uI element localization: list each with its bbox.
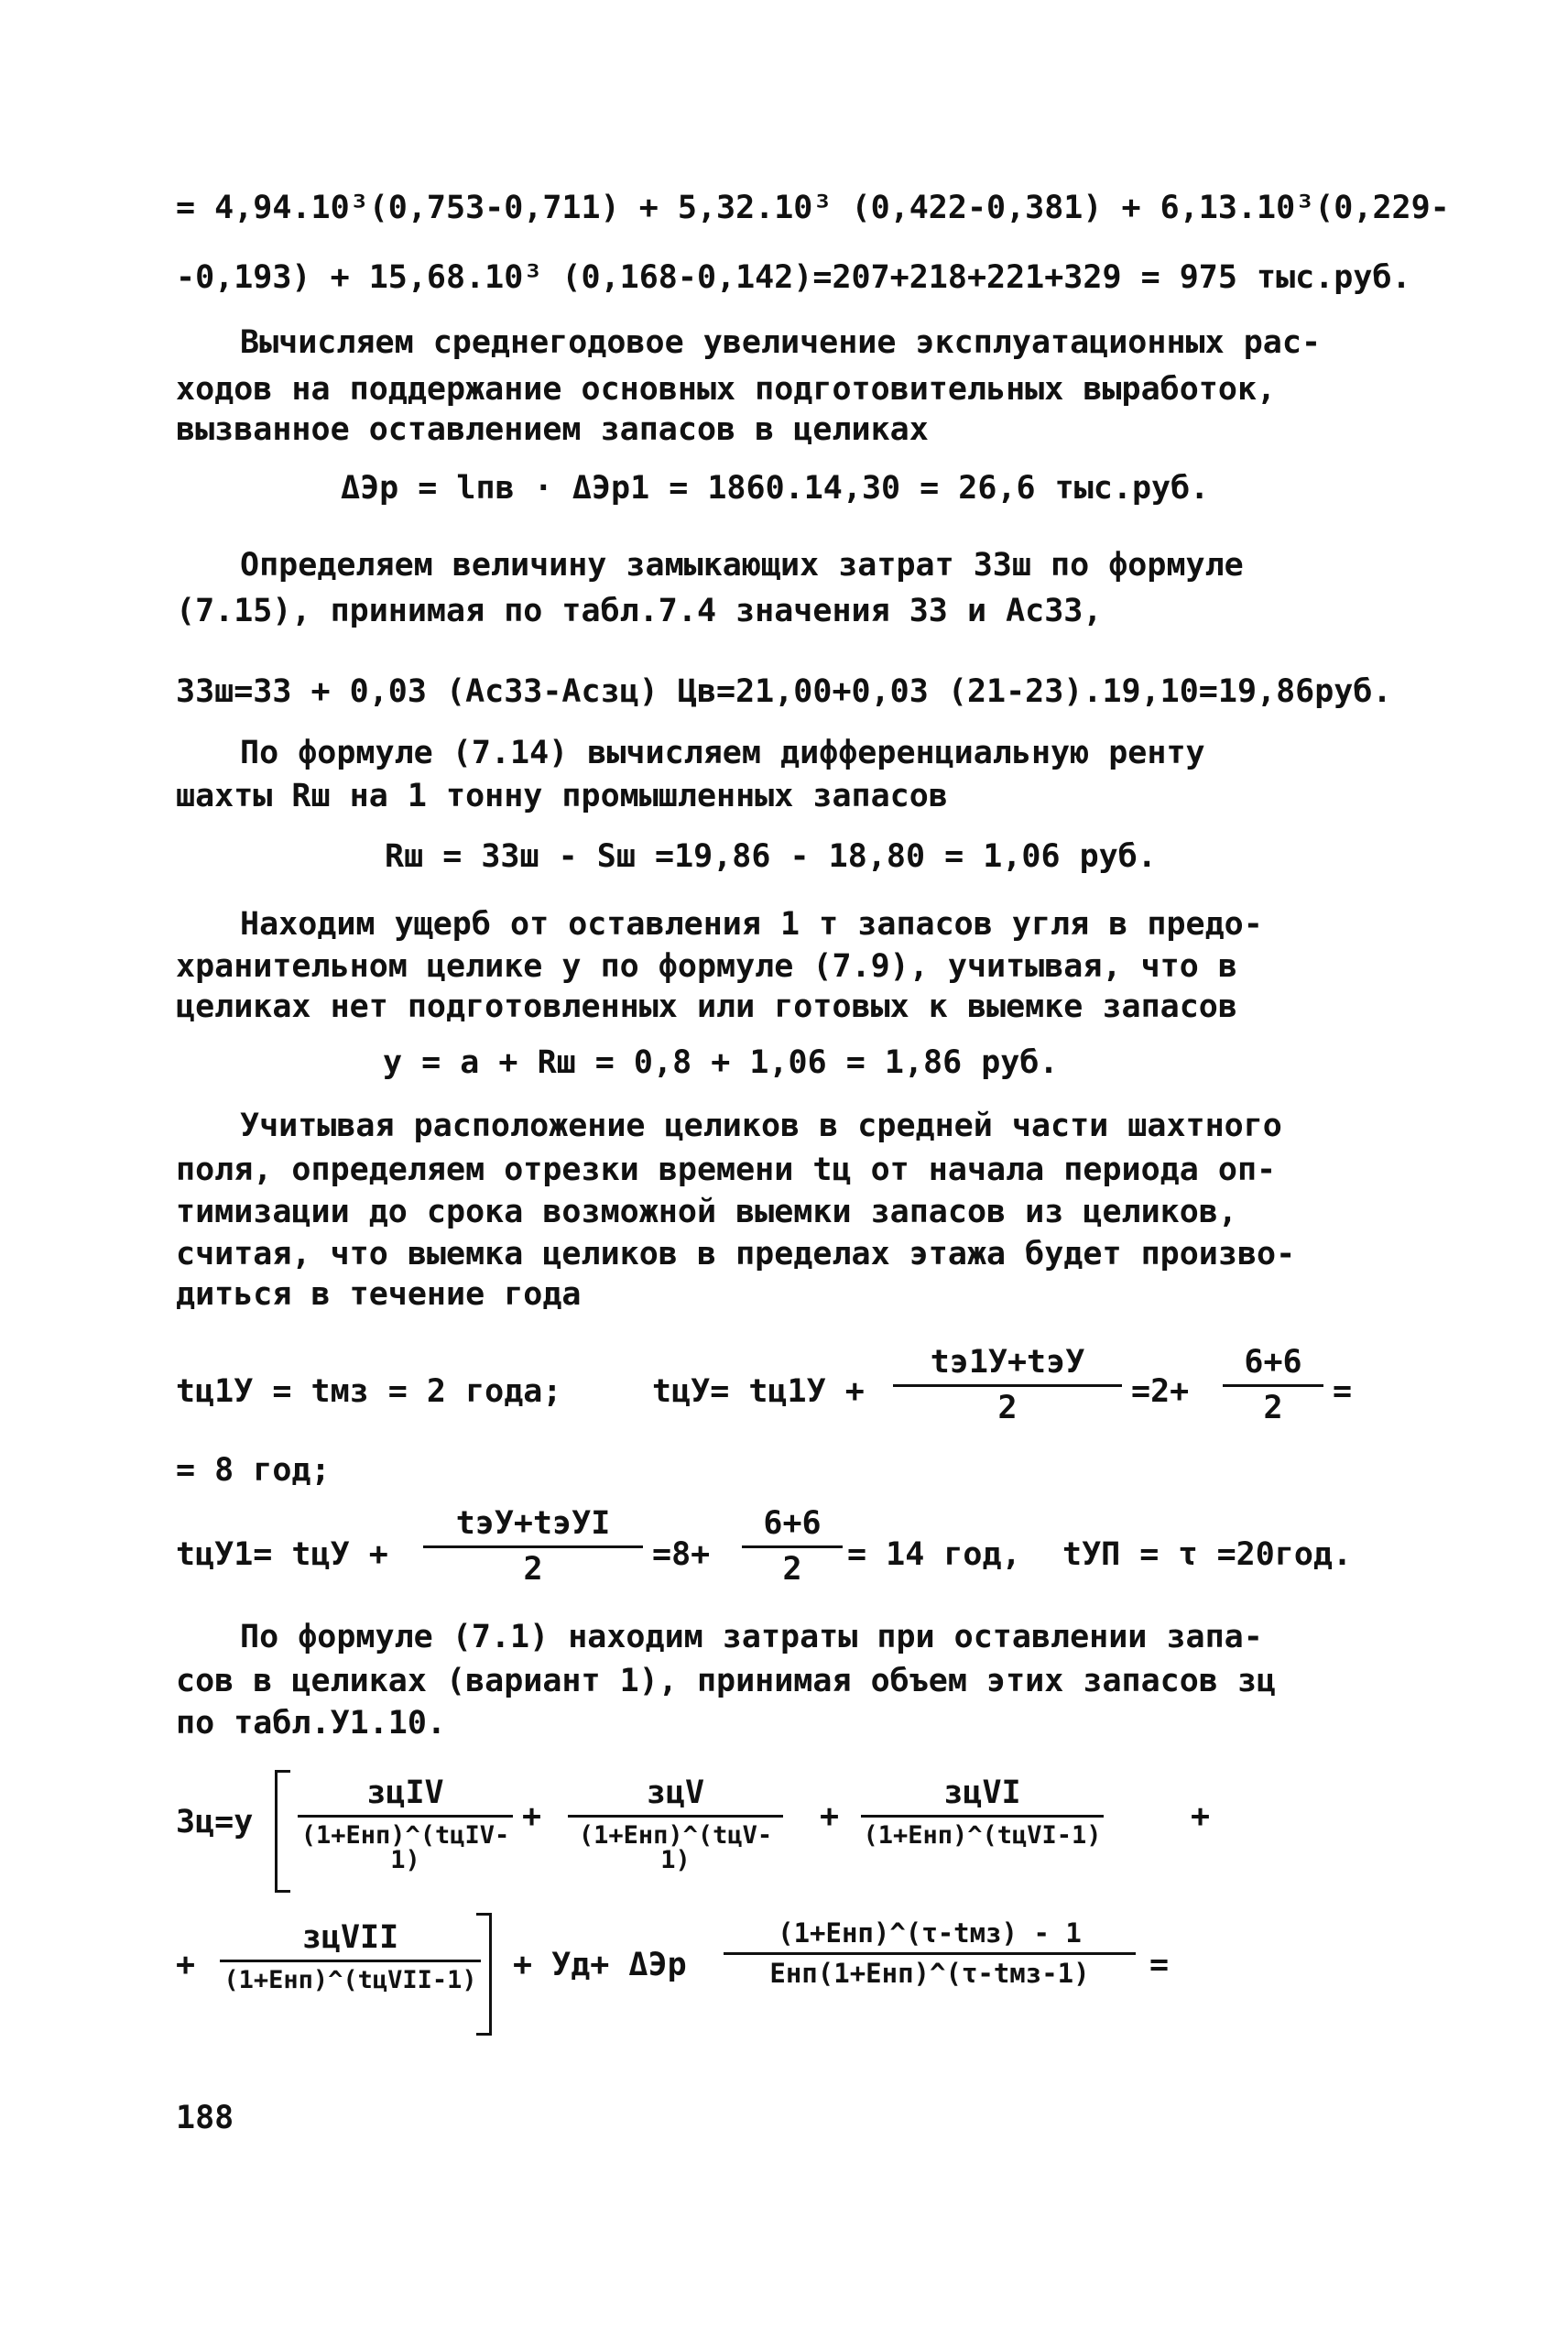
text-line: = 4,94.10³(0,753-0,711) + 5,32.10³ (0,422-0,381) + 6,13.10³(0,229- — [176, 190, 1450, 226]
text-line: шахты Rш на 1 тонну промышленных запасов — [176, 778, 948, 814]
text-line: целиках нет подготовленных или готовых к выемке запасов — [176, 988, 1237, 1025]
fraction-denominator: (1+Eнп)^(tцVI-1) — [863, 1821, 1102, 1850]
equation-line: ΔЭр = lпв · ΔЭр1 = 1860.14,30 = 26,6 тыс.руб. — [341, 470, 1210, 507]
text-line: -0,193) + 15,68.10³ (0,168-0,142)=207+218+221+329 = 975 тыс.руб. — [176, 259, 1411, 296]
text-line: диться в течение года — [176, 1276, 582, 1313]
text-line: ходов на поддержание основных подготовительных выработок, — [176, 371, 1277, 408]
fraction-numerator: 6+6 — [1223, 1347, 1323, 1387]
text-line: Определяем величину замыкающих затрат ЗЗш по формуле — [240, 547, 1244, 584]
text-line: по табл.У1.10. — [176, 1705, 447, 1742]
fraction-numerator: tэ1У+tэУ — [893, 1347, 1122, 1387]
fraction-denominator: 2 — [523, 1551, 543, 1588]
equation-part: + — [1191, 1798, 1211, 1835]
fraction-denominator: (1+Eнп)^(tцVII-1) — [223, 1966, 477, 1994]
equation-part: + — [522, 1798, 542, 1835]
fraction-numerator: зцIV — [298, 1777, 513, 1818]
equation-tc1y: tц1У = tмз = 2 года; — [176, 1373, 562, 1410]
equation-part: =2+ — [1131, 1373, 1190, 1410]
fraction-denominator: (1+Eнп)^(tцIV-1) — [300, 1821, 510, 1874]
text-line: тимизации до срока возможной выемки запасов из целиков, — [176, 1194, 1237, 1230]
fraction-numerator: зцVI — [861, 1777, 1104, 1818]
fraction-numerator: tэУ+tэУI — [423, 1508, 643, 1548]
fraction-numerator: (1+Eнп)^(τ-tмз) - 1 — [724, 1920, 1136, 1955]
text-line: хранительном целике у по формуле (7.9), учитывая, что в — [176, 948, 1237, 985]
equation-zc-lhs: Зц=у — [176, 1804, 254, 1840]
fraction — [742, 1505, 843, 1588]
equation-part: = 14 год, — [847, 1536, 1021, 1573]
equation-part: + — [820, 1798, 840, 1835]
fraction — [298, 1777, 513, 1873]
equation-line: у = a + Rш = 0,8 + 1,06 = 1,86 руб. — [383, 1044, 1059, 1081]
text-line: По формуле (7.14) вычисляем дифференциальную ренту — [240, 735, 1205, 771]
fraction-denominator: 2 — [997, 1390, 1018, 1426]
fraction — [861, 1777, 1104, 1848]
fraction-denominator: Eнп(1+Eнп)^(τ-tмз-1) — [769, 1958, 1090, 1989]
equation-line: = 8 год; — [176, 1452, 331, 1489]
text-line: считая, что выемка целиков в пределах этажа будет произво- — [176, 1236, 1296, 1272]
fraction-numerator: 6+6 — [742, 1508, 843, 1548]
fraction-numerator: зцV — [568, 1777, 783, 1818]
equation-part: =8+ — [652, 1536, 711, 1573]
fraction — [1223, 1344, 1323, 1426]
text-line: (7.15), принимая по табл.7.4 значения ЗЗ и Aс33, — [176, 593, 1103, 629]
equation-part: + — [176, 1947, 196, 1983]
fraction-denominator: (1+Eнп)^(tцV-1) — [578, 1821, 773, 1874]
page-number: 188 — [176, 2100, 234, 2136]
equation-tcy1: tцУ1= tцУ + — [176, 1536, 388, 1573]
text-line: сов в целиках (вариант 1), принимая объем этих запасов зц — [176, 1663, 1277, 1699]
equation-tcy: tцУ= tц1У + — [652, 1373, 865, 1410]
equation-part: + Уд+ ΔЭр — [513, 1947, 687, 1983]
equation-typ: tУП = τ =20год. — [1062, 1536, 1353, 1573]
text-line: Находим ущерб от оставления 1 т запасов угля в предо- — [240, 906, 1263, 943]
fraction-denominator: 2 — [782, 1551, 802, 1588]
left-bracket — [275, 1770, 290, 1893]
fraction-denominator: 2 — [1263, 1390, 1283, 1426]
fraction — [423, 1505, 643, 1588]
right-bracket — [476, 1913, 492, 2036]
equation-part: = — [1149, 1947, 1170, 1983]
fraction-numerator: зцVII — [220, 1922, 481, 1962]
text-line: поля, определяем отрезки времени tц от начала периода оп- — [176, 1152, 1277, 1188]
fraction — [220, 1919, 481, 1994]
fraction — [893, 1344, 1122, 1426]
equation-part: = — [1333, 1373, 1353, 1410]
text-line: Учитывая расположение целиков в средней части шахтного — [240, 1108, 1282, 1144]
equation-line: Rш = ЗЗш - Sш =19,86 - 18,80 = 1,06 руб. — [385, 838, 1157, 875]
text-line: Вычисляем среднегодовое увеличение эксплуатационных рас- — [240, 324, 1322, 361]
fraction — [724, 1917, 1136, 1989]
equation-line: ЗЗш=ЗЗ + 0,03 (Aс33-Aсзц) Цв=21,00+0,03 (21-23).19,10=19,86руб. — [176, 673, 1392, 710]
fraction — [568, 1777, 783, 1873]
text-line: По формуле (7.1) находим затраты при оставлении запа- — [240, 1619, 1263, 1655]
text-line: вызванное оставлением запасов в целиках — [176, 411, 929, 448]
